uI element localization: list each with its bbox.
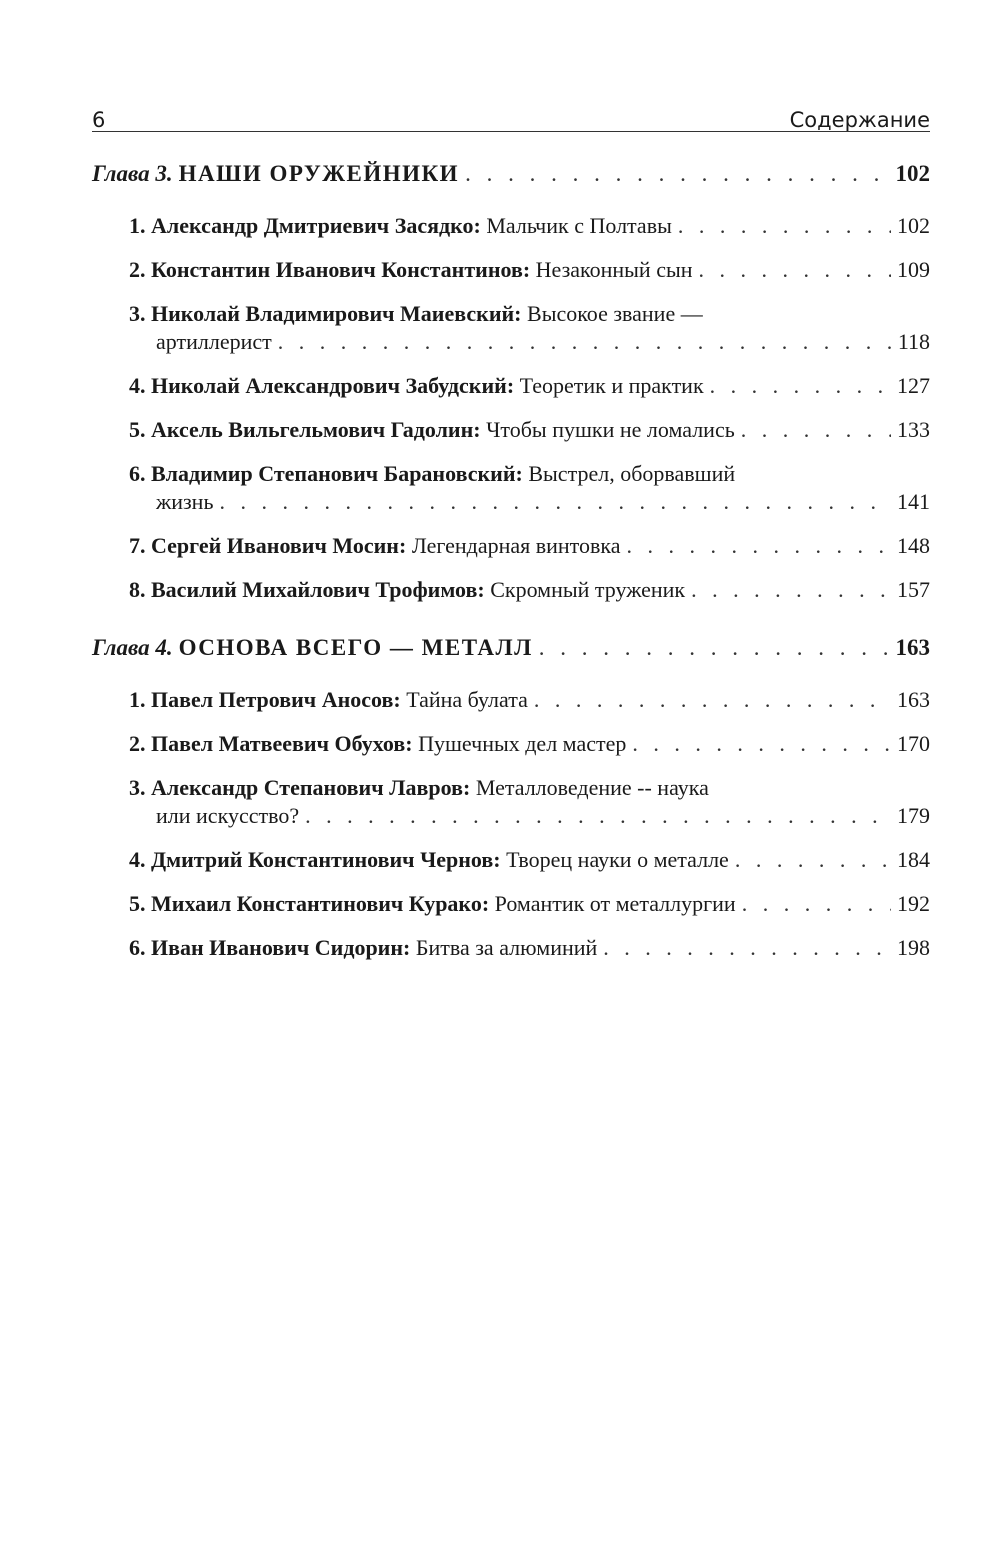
entry-subtitle: Скромный труженик (490, 577, 686, 602)
dot-leader (735, 846, 891, 874)
dot-leader (691, 576, 891, 604)
entry-number: 4. (129, 373, 146, 398)
entry-page-number: 118 (897, 329, 930, 354)
dot-leader (465, 160, 889, 188)
entry-page-number: 109 (897, 257, 930, 282)
entry-number: 3. (129, 301, 146, 326)
toc-entry[interactable] (92, 890, 930, 918)
entry-name: Иван Иванович Сидорин: (151, 935, 411, 960)
header-rule (92, 131, 930, 132)
toc-entry[interactable] (92, 576, 930, 604)
entry-subtitle: Битва за алюминий (415, 935, 598, 960)
toc-entry[interactable] (92, 532, 930, 560)
chapter-title: ОСНОВА ВСЕГО — МЕТАЛЛ (178, 635, 533, 660)
dot-leader (305, 802, 891, 830)
entry-subtitle: Тайна булата (406, 687, 528, 712)
entry-name: Николай Владимирович Маиевский: (151, 301, 522, 326)
entry-subtitle-continued: или искусство? (156, 803, 300, 828)
toc-entry[interactable] (92, 416, 930, 444)
dot-leader (534, 686, 891, 714)
toc-entry[interactable] (92, 686, 930, 714)
chapter-4 (92, 634, 930, 962)
entry-subtitle: Чтобы пушки не ломались (486, 417, 735, 442)
entry-page-number: 127 (897, 373, 930, 398)
entry-name: Аксель Вильгельмович Гадолин: (151, 417, 481, 442)
entry-subtitle-continued: жизнь (156, 489, 214, 514)
entry-page-number: 141 (897, 489, 930, 514)
chapter-label: Глава 4. (92, 635, 173, 660)
entry-name: Константин Иванович Константинов: (151, 257, 531, 282)
toc-entry[interactable] (92, 846, 930, 874)
entry-name: Василий Михайлович Трофимов: (151, 577, 485, 602)
entry-subtitle: Романтик от металлургии (494, 891, 736, 916)
entry-subtitle: Мальчик с Полтавы (486, 213, 672, 238)
entry-number: 2. (129, 731, 146, 756)
dot-leader (742, 890, 891, 918)
entry-number: 6. (129, 461, 146, 486)
entry-number: 1. (129, 687, 146, 712)
entry-name: Михаил Константинович Курако: (151, 891, 490, 916)
toc-entry[interactable] (92, 730, 930, 758)
entry-subtitle: Легендарная винтовка (411, 533, 621, 558)
dot-leader (278, 328, 892, 356)
section-title: Содержание (789, 108, 930, 132)
chapter-3 (92, 160, 930, 604)
entry-name: Николай Александрович Забудский: (151, 373, 515, 398)
entry-page-number: 133 (897, 417, 930, 442)
dot-leader (219, 488, 891, 516)
toc-entry[interactable] (92, 460, 930, 516)
page-number: 6 (92, 108, 106, 132)
dot-leader (741, 416, 891, 444)
entry-name: Сергей Иванович Мосин: (151, 533, 407, 558)
dot-leader (603, 934, 891, 962)
toc-entry[interactable] (92, 256, 930, 284)
chapter-heading[interactable] (92, 160, 930, 200)
entry-number: 4. (129, 847, 146, 872)
entry-name: Александр Дмитриевич Засядко: (151, 213, 481, 238)
entry-name: Павел Матвеевич Обухов: (151, 731, 413, 756)
entry-page-number: 157 (897, 577, 930, 602)
entry-page-number: 184 (897, 847, 930, 872)
entry-page-number: 179 (897, 803, 930, 828)
entry-name: Дмитрий Константинович Чернов: (151, 847, 501, 872)
toc-entry[interactable] (92, 212, 930, 240)
entry-name: Владимир Степанович Барановский: (151, 461, 523, 486)
entry-subtitle: Металловедение -- наука (475, 775, 709, 800)
entry-subtitle: Выстрел, оборвавший (528, 461, 736, 486)
dot-leader (539, 634, 890, 662)
entry-number: 6. (129, 935, 146, 960)
chapter-label: Глава 3. (92, 161, 173, 186)
entry-page-number: 198 (897, 935, 930, 960)
toc-entry[interactable] (92, 300, 930, 356)
entry-subtitle: Высокое звание — (527, 301, 703, 326)
entry-number: 7. (129, 533, 146, 558)
dot-leader (632, 730, 891, 758)
toc-entry[interactable] (92, 934, 930, 962)
entry-subtitle: Незаконный сын (535, 257, 693, 282)
entry-subtitle: Пушечных дел мастер (418, 731, 627, 756)
entry-page-number: 148 (897, 533, 930, 558)
dot-leader (627, 532, 891, 560)
entry-name: Павел Петрович Аносов: (151, 687, 401, 712)
toc-entry[interactable] (92, 774, 930, 830)
entry-number: 5. (129, 891, 146, 916)
chapter-page-number: 102 (895, 161, 930, 186)
entry-number: 3. (129, 775, 146, 800)
entry-number: 1. (129, 213, 146, 238)
chapter-heading[interactable] (92, 634, 930, 674)
toc-entry[interactable] (92, 372, 930, 400)
dot-leader (678, 212, 891, 240)
running-head (92, 96, 930, 132)
entry-page-number: 102 (897, 213, 930, 238)
chapter-page-number: 163 (895, 635, 930, 660)
entry-number: 2. (129, 257, 146, 282)
chapter-title: НАШИ ОРУЖЕЙНИКИ (178, 161, 460, 186)
dot-leader (699, 256, 891, 284)
entry-name: Александр Степанович Лавров: (151, 775, 471, 800)
entry-subtitle-continued: артиллерист (156, 329, 272, 354)
entry-page-number: 192 (897, 891, 930, 916)
table-of-contents (92, 160, 930, 992)
entry-page-number: 163 (897, 687, 930, 712)
dot-leader (710, 372, 891, 400)
entry-subtitle: Творец науки о металле (506, 847, 729, 872)
entry-number: 8. (129, 577, 146, 602)
entry-number: 5. (129, 417, 146, 442)
entry-page-number: 170 (897, 731, 930, 756)
entry-subtitle: Теоретик и практик (519, 373, 704, 398)
